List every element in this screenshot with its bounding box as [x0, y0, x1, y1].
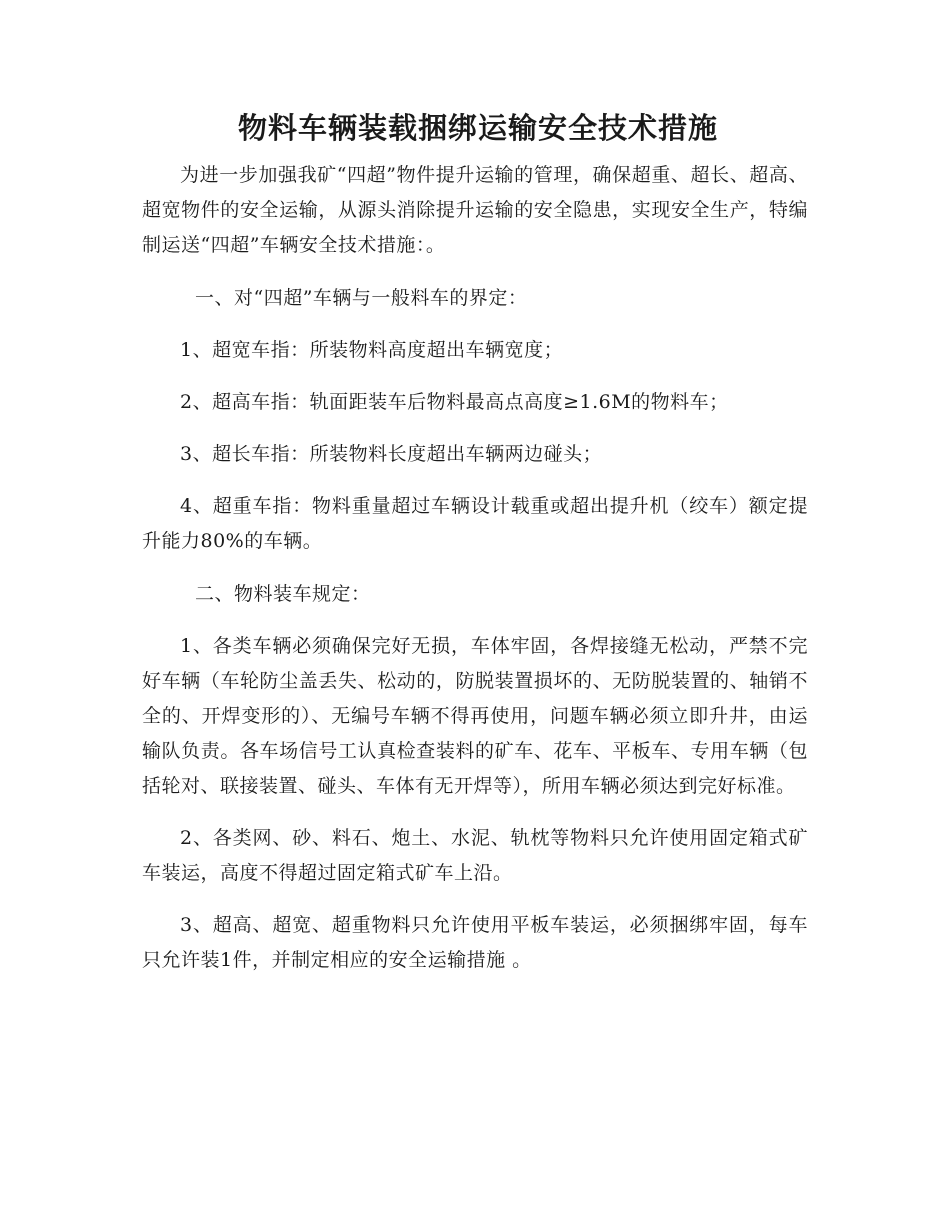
section-1-item-4: 4、超重车指：物料重量超过车辆设计载重或超出提升机（绞车）额定提升能力80%的车辆。 — [142, 495, 808, 552]
section-1-item-1: 1、超宽车指：所装物料高度超出车辆宽度； — [180, 339, 564, 361]
document-page — [142, 108, 808, 978]
section-2-item-1: 1、各类车辆必须确保完好无损，车体牢固，各焊接缝无松动，严禁不完好车辆（车轮防尘盖丢失、松动的，防脱装置损坏的、无防脱装置的、轴销不全的、开焊变形的）、无编号车辆不得再使用，问题车辆必须立即升井，由运输队负责。各车场信号工认真检查装料的矿车、花车、平板车、专用车辆（包括轮对、联接装置、碰头、车体有无开焊等），所用车辆必须达到完好标准。 — [142, 635, 808, 797]
section-1-heading: 一、对“四超”车辆与一般料车的界定： — [195, 287, 528, 309]
section-2-heading: 二、物料装车规定： — [195, 583, 371, 605]
section-1-item-3: 3、超长车指：所装物料长度超出车辆两边碰头； — [180, 443, 603, 465]
intro-paragraph: 为进一步加强我矿“四超”物件提升运输的管理，确保超重、超长、超高、超宽物件的安全运输，从源头消除提升运输的安全隐患，实现安全生产，特编制运送“四超”车辆安全技术措施：。 — [142, 164, 808, 256]
section-2-item-2: 2、各类网、砂、料石、炮土、水泥、轨枕等物料只允许使用固定箱式矿车装运，高度不得超过固定箱式矿车上沿。 — [142, 827, 808, 884]
section-1-item-2: 2、超高车指：轨面距装车后物料最高点高度≥1.6M的物料车； — [180, 391, 729, 413]
document-title: 物料车辆装载捆绑运输安全技术措施 — [237, 111, 718, 145]
section-2-item-3: 3、超高、超宽、超重物料只允许使用平板车装运，必须捆绑牢固，每车只允许装1件，并制定相应的安全运输措施 。 — [142, 914, 808, 971]
